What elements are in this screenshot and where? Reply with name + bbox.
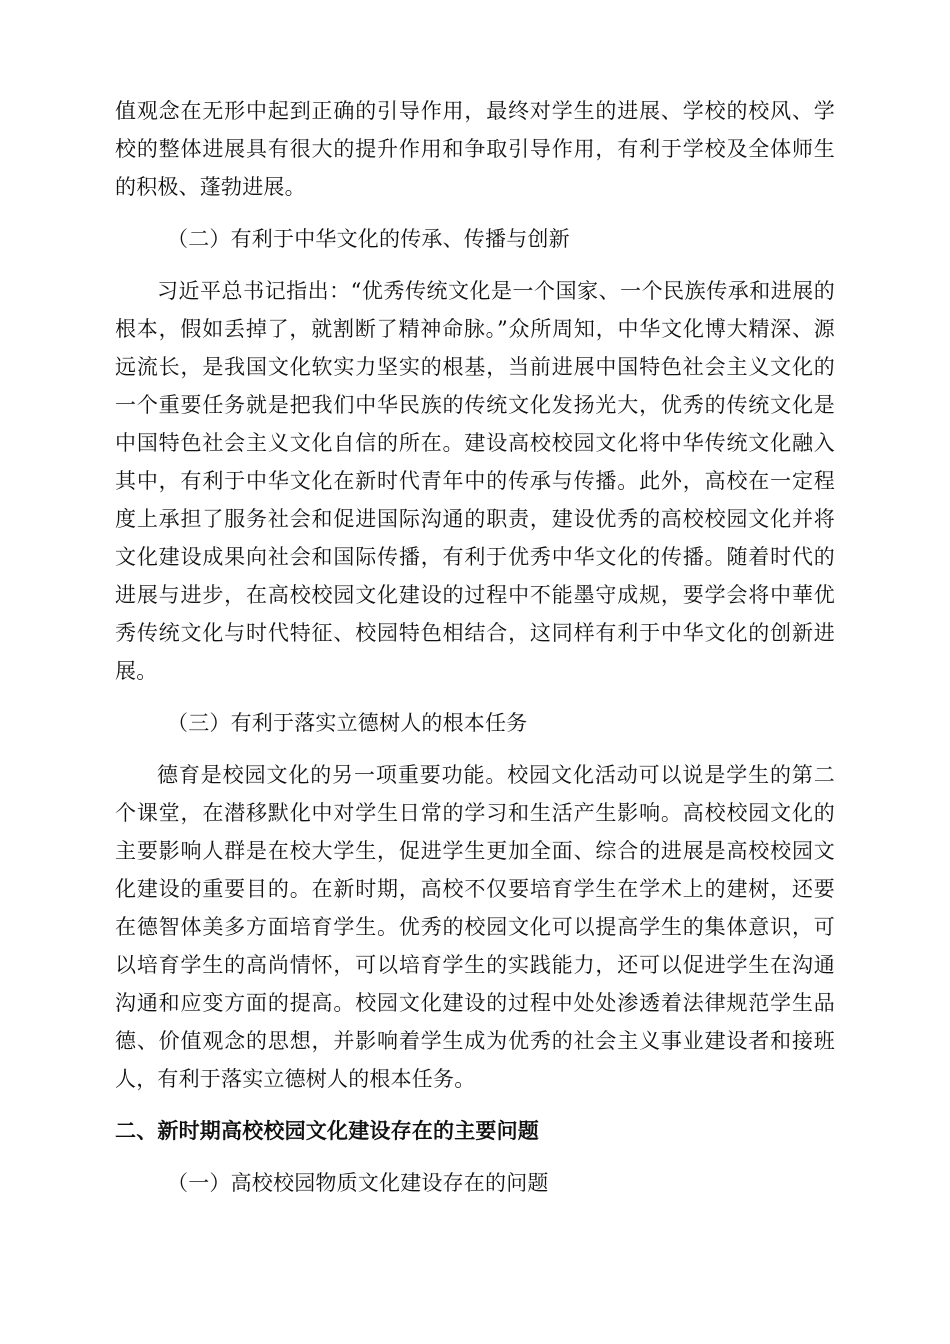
continuation-paragraph: 值观念在无形中起到正确的引导作用，最终对学生的进展、学校的校风、学校的整体进展具有很大的提升作用和争取引导作用，有利于学校及全体师生的积极、蓬勃进展。 xyxy=(115,99,835,199)
subheading-next: （一）高校校园物质文化建设存在的问题 xyxy=(167,1171,549,1195)
body-paragraph-3: 德育是校园文化的另一项重要功能。校园文化活动可以说是学生的第二个课堂，在潜移默化中对学生日常的学习和生活产生影响。高校校园文化的主要影响人群是在校大学生，促进学生更加全面、综合的进展是高校校园文化建设的重要目的。在新时期，高校不仅要培育学生在学术上的建树，还要在德智体美多方面培育学生。优秀的校园文化可以提高学生的集体意识，可以培育学生的高尚情怀，可以培育学生的实践能力，还可以促进学生在沟通沟通和应变方面的提高。校园文化建设的过程中处处渗透着法律规范学生品德、价值观念的思想，并影响着学生成为优秀的社会主义事业建设者和接班人，有利于落实立德树人的根本任务。 xyxy=(115,763,835,1091)
section-heading: 二、新时期高校校园文化建设存在的主要问题 xyxy=(115,1119,539,1143)
subheading-3: （三）有利于落实立德树人的根本任务 xyxy=(167,711,528,735)
subheading-2: （二）有利于中华文化的传承、传播与创新 xyxy=(167,227,570,251)
page-content xyxy=(115,92,835,1216)
body-paragraph-2: 习近平总书记指出：“优秀传统文化是一个国家、一个民族传承和进展的根本，假如丢掉了，就割断了精神命脉。”众所周知，中华文化博大精深、源远流长，是我国文化软实力坚实的根基，当前进展中国特色社会主义文化的一个重要任务就是把我们中华民族的传统文化发扬光大，优秀的传统文化是中国特色社会主义文化自信的所在。建设高校校园文化将中华传统文化融入其中，有利于中华文化在新时代青年中的传承与传播。此外，高校在一定程度上承担了服务社会和促进国际沟通的职责，建设优秀的高校校园文化并将文化建设成果向社会和国际传播，有利于优秀中华文化的传播。随着时代的进展与进步，在高校校园文化建设的过程中不能墨守成规，要学会将中華优秀传统文化与时代特征、校园特色相结合，这同样有利于中华文化的创新进展。 xyxy=(115,279,835,683)
